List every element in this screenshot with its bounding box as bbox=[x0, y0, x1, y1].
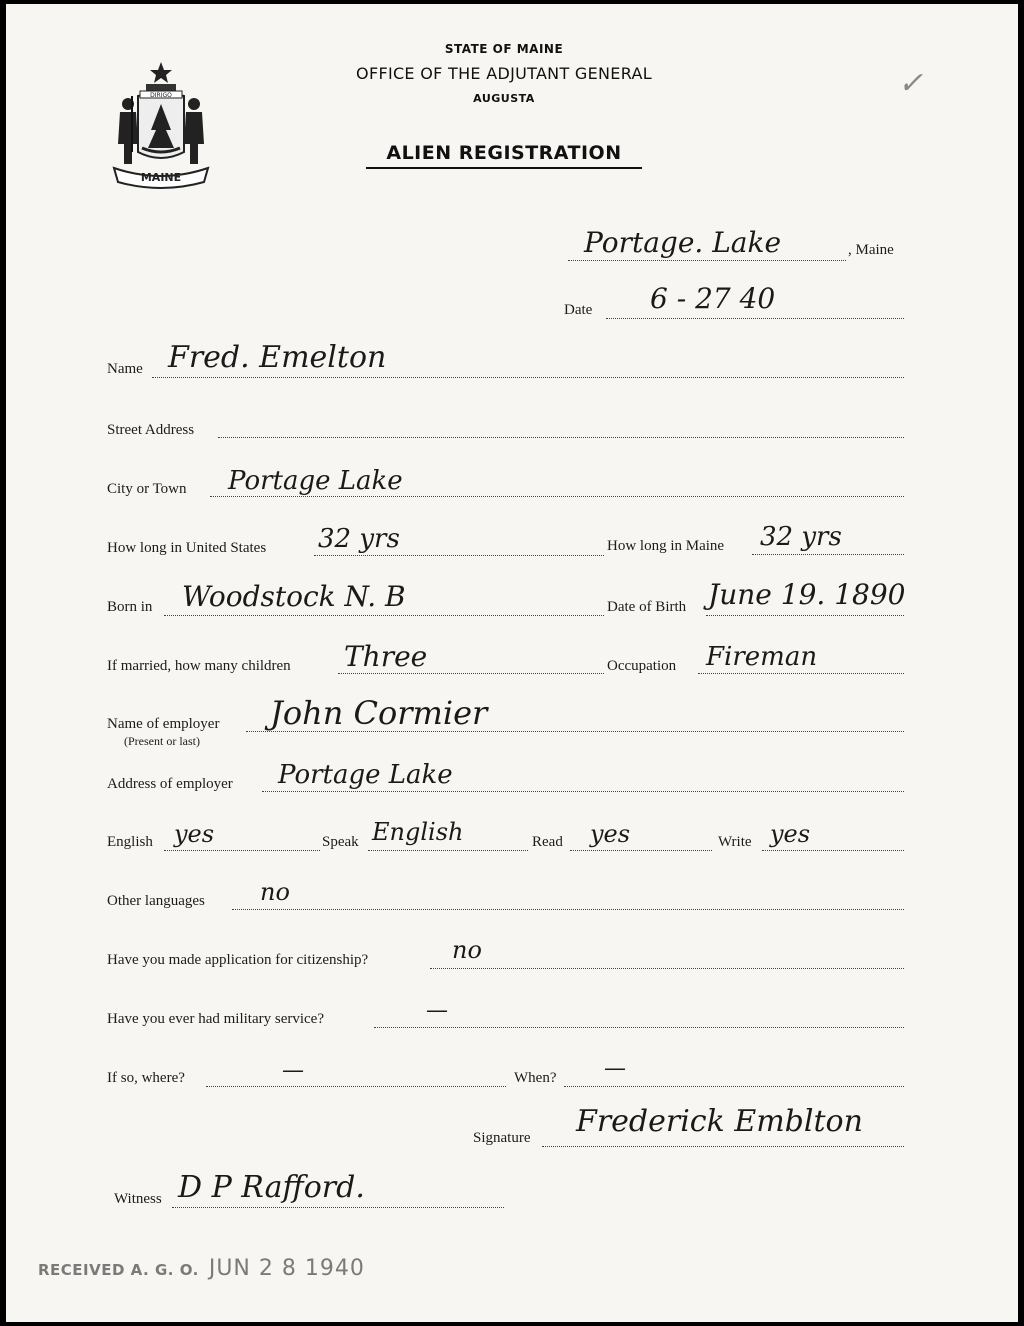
header-state: STATE OF MAINE bbox=[444, 42, 564, 56]
dob-label: Date of Birth bbox=[607, 599, 687, 615]
location-value: Portage. Lake bbox=[584, 226, 782, 259]
when-value: — bbox=[604, 1056, 626, 1081]
read-value: yes bbox=[590, 820, 631, 848]
speak-label: Speak bbox=[322, 834, 359, 850]
occupation-label: Occupation bbox=[607, 658, 677, 674]
city-label: City or Town bbox=[107, 481, 187, 497]
witness-value: D P Rafford. bbox=[178, 1170, 365, 1205]
registration-form bbox=[6, 4, 1018, 1322]
employer-value: John Cormier bbox=[270, 694, 488, 732]
born-in-label: Born in bbox=[107, 599, 153, 615]
employer-label: Name of employer bbox=[107, 716, 220, 732]
how-long-me-label: How long in Maine bbox=[607, 538, 725, 554]
check-mark: ✓ bbox=[898, 66, 924, 101]
street-label: Street Address bbox=[107, 422, 195, 438]
stamp-date-text: JUN 2 8 1940 bbox=[208, 1256, 365, 1281]
location-suffix: , Maine bbox=[848, 242, 894, 258]
where-label: If so, where? bbox=[107, 1070, 185, 1086]
header-office: OFFICE OF THE ADJUTANT GENERAL bbox=[356, 64, 652, 83]
english-label: English bbox=[107, 834, 153, 850]
write-value: yes bbox=[770, 820, 811, 848]
how-long-me-value: 32 yrs bbox=[760, 522, 842, 552]
seal-banner-text: MAINE bbox=[140, 171, 182, 184]
name-value: Fred. Emelton bbox=[168, 340, 387, 375]
write-label: Write bbox=[718, 834, 752, 850]
employer-address-label: Address of employer bbox=[107, 776, 233, 792]
name-label: Name bbox=[107, 361, 143, 377]
occupation-value: Fireman bbox=[706, 642, 818, 672]
other-languages-label: Other languages bbox=[107, 893, 205, 909]
how-long-us-label: How long in United States bbox=[107, 540, 267, 556]
header-city: AUGUSTA bbox=[473, 92, 535, 105]
city-value: Portage Lake bbox=[228, 466, 403, 496]
seal-motto-text: DIRIGO bbox=[150, 92, 172, 99]
military-label: Have you ever had military service? bbox=[107, 1011, 324, 1027]
read-label: Read bbox=[532, 834, 563, 850]
signature-value: Frederick Emblton bbox=[576, 1104, 863, 1139]
citizenship-value: no bbox=[452, 936, 482, 964]
children-label: If married, how many children bbox=[107, 658, 291, 674]
state-seal-icon bbox=[106, 60, 216, 190]
citizenship-label: Have you made application for citizenship? bbox=[107, 952, 369, 968]
date-value: 6 - 27 40 bbox=[650, 282, 776, 315]
title-underline bbox=[366, 167, 642, 169]
children-value: Three bbox=[344, 640, 428, 673]
where-value: — bbox=[282, 1058, 304, 1083]
date-label: Date bbox=[564, 302, 593, 318]
how-long-us-value: 32 yrs bbox=[318, 524, 400, 554]
military-value: — bbox=[426, 998, 448, 1023]
received-stamp bbox=[38, 1256, 365, 1281]
when-label: When? bbox=[514, 1070, 557, 1086]
signature-label: Signature bbox=[473, 1130, 531, 1146]
witness-label: Witness bbox=[114, 1191, 162, 1207]
speak-value: English bbox=[372, 818, 464, 846]
employer-sub-label: (Present or last) bbox=[124, 734, 200, 748]
form-title: ALIEN REGISTRATION bbox=[386, 142, 622, 164]
employer-address-value: Portage Lake bbox=[278, 760, 453, 790]
born-in-value: Woodstock N. B bbox=[182, 580, 406, 613]
english-value: yes bbox=[174, 820, 215, 848]
dob-value: June 19. 1890 bbox=[708, 578, 906, 611]
stamp-received-text: RECEIVED A. G. O. bbox=[38, 1261, 199, 1279]
other-languages-value: no bbox=[260, 878, 290, 906]
